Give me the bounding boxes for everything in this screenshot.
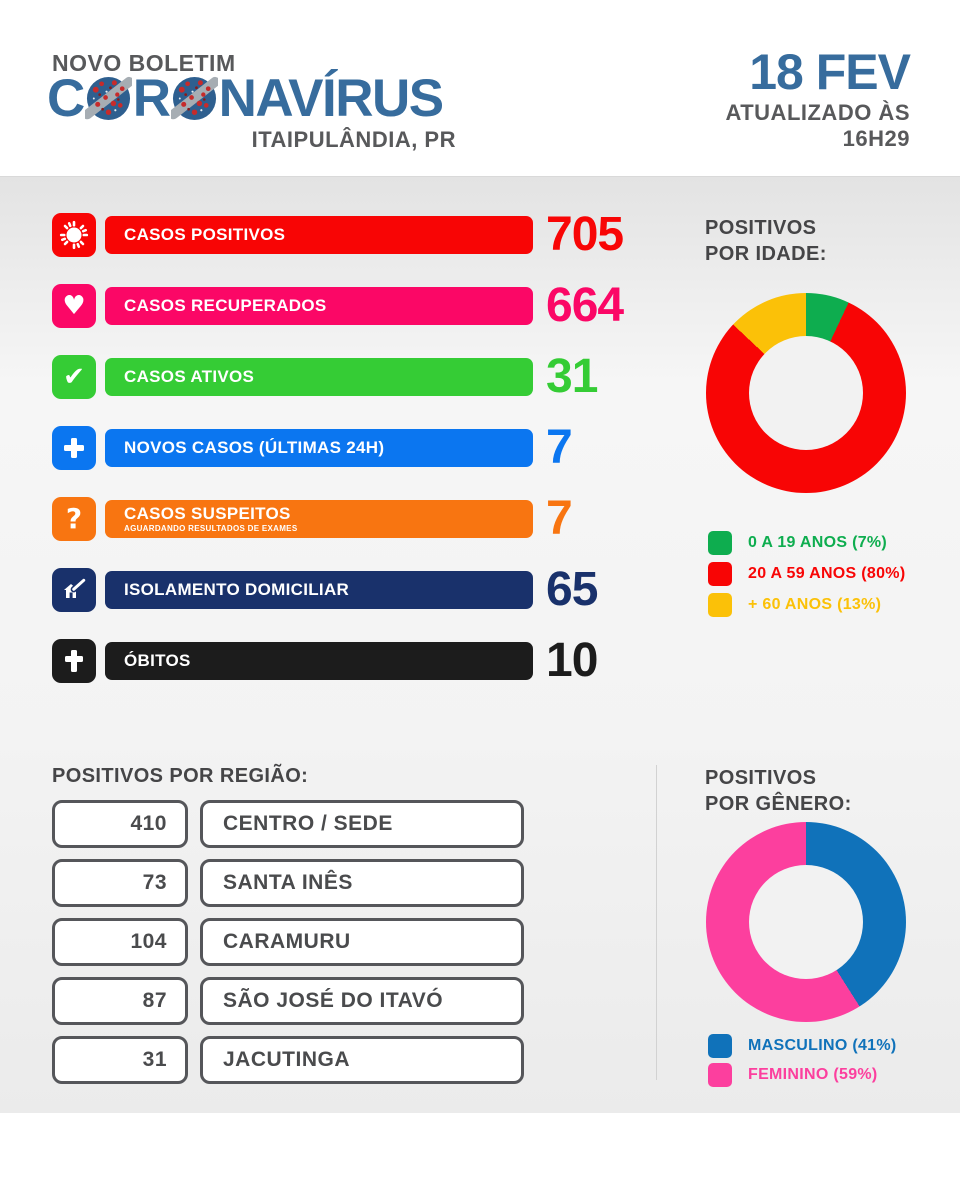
legend-item bbox=[708, 531, 905, 555]
badge-novo-boletim: NOVO BOLETIM bbox=[52, 50, 236, 76]
stat-label: ÓBITOS bbox=[124, 651, 191, 671]
stat-row-isolamento bbox=[52, 563, 623, 616]
legend-label: 20 A 59 ANOS (80%) bbox=[748, 565, 906, 582]
table-row bbox=[52, 859, 524, 907]
stat-value: 7 bbox=[546, 492, 572, 545]
region-name: SANTA INÊS bbox=[200, 859, 524, 907]
stat-label: NOVOS CASOS (ÚLTIMAS 24H) bbox=[124, 438, 385, 458]
stat-value: 31 bbox=[546, 350, 598, 403]
region-value: 104 bbox=[52, 918, 188, 966]
stat-value: 664 bbox=[546, 279, 624, 332]
date-value: 18 FEV bbox=[749, 44, 910, 100]
gender-donut-hole bbox=[749, 865, 863, 979]
stat-bar bbox=[105, 429, 533, 467]
stat-bar bbox=[105, 216, 533, 254]
stat-row-casos-suspeitos bbox=[52, 492, 623, 545]
coronavirus-icon bbox=[85, 75, 132, 122]
stat-bar bbox=[105, 500, 533, 538]
divider bbox=[656, 765, 657, 1080]
legend-label: FEMININO (59%) bbox=[748, 1066, 878, 1083]
age-chart-heading: POSITIVOS POR IDADE: bbox=[705, 217, 827, 265]
stat-row-casos-recuperados bbox=[52, 279, 624, 332]
region-value: 73 bbox=[52, 859, 188, 907]
gender-chart-heading: POSITIVOS POR GÊNERO: bbox=[705, 767, 852, 815]
stat-value: 10 bbox=[546, 634, 598, 687]
legend-label: + 60 ANOS (13%) bbox=[748, 596, 882, 613]
stat-bar bbox=[105, 358, 533, 396]
stat-bar bbox=[105, 571, 533, 609]
legend-label: 0 A 19 ANOS (7%) bbox=[748, 534, 888, 551]
stat-row-casos-positivos bbox=[52, 208, 624, 261]
stat-label: CASOS POSITIVOS bbox=[124, 225, 286, 245]
region-value: 87 bbox=[52, 977, 188, 1025]
region-name: CENTRO / SEDE bbox=[200, 800, 524, 848]
stat-value: 65 bbox=[546, 563, 598, 616]
question-icon: ? bbox=[52, 497, 96, 541]
stat-row-novos-casos bbox=[52, 421, 623, 474]
stat-row-casos-ativos bbox=[52, 350, 623, 403]
region-name: SÃO JOSÉ DO ITAVÓ bbox=[200, 977, 524, 1025]
stat-row-obitos bbox=[52, 634, 623, 687]
stat-label: CASOS RECUPERADOS bbox=[124, 296, 327, 316]
title-part: NAVÍRUS bbox=[218, 69, 443, 128]
legend-swatch bbox=[708, 1063, 732, 1087]
legend-swatch bbox=[708, 593, 732, 617]
legend-label: MASCULINO (41%) bbox=[748, 1037, 897, 1054]
check-icon: ✔ bbox=[52, 355, 96, 399]
footer bbox=[0, 1113, 960, 1200]
title-part: R bbox=[132, 69, 170, 128]
subtitle-city: ITAIPULÂNDIA, PR bbox=[251, 127, 456, 152]
stat-label: CASOS SUSPEITOS bbox=[124, 504, 291, 524]
region-value: 410 bbox=[52, 800, 188, 848]
gender-donut bbox=[706, 822, 906, 1022]
stat-label: CASOS ATIVOS bbox=[124, 367, 255, 387]
updated-label: ATUALIZADO ÀS bbox=[725, 100, 910, 125]
stat-sublabel: AGUARDANDO RESULTADOS DE EXAMES bbox=[124, 523, 298, 533]
table-row bbox=[52, 918, 524, 966]
legend-item bbox=[708, 1034, 897, 1058]
stats-panel bbox=[52, 208, 624, 687]
legend-swatch bbox=[708, 562, 732, 586]
legend-swatch bbox=[708, 1034, 732, 1058]
legend-item bbox=[708, 562, 905, 586]
coronavirus-icon bbox=[171, 75, 218, 122]
region-value: 31 bbox=[52, 1036, 188, 1084]
title-part: C bbox=[47, 69, 84, 128]
house-icon bbox=[52, 568, 96, 612]
updated-time: 16H29 bbox=[842, 126, 910, 151]
region-name: JACUTINGA bbox=[200, 1036, 524, 1084]
heart-icon: ♥ bbox=[52, 284, 96, 328]
legend-item bbox=[708, 1063, 897, 1087]
plus-icon bbox=[52, 426, 96, 470]
stat-value: 7 bbox=[546, 421, 572, 474]
cross-icon bbox=[52, 639, 96, 683]
age-donut-hole bbox=[749, 336, 863, 450]
regions-table bbox=[52, 800, 524, 1084]
table-row bbox=[52, 800, 524, 848]
gender-legend bbox=[708, 1034, 897, 1087]
table-row bbox=[52, 977, 524, 1025]
age-legend bbox=[708, 531, 905, 617]
table-row bbox=[52, 1036, 524, 1084]
legend-swatch bbox=[708, 531, 732, 555]
region-name: CARAMURU bbox=[200, 918, 524, 966]
stat-value: 705 bbox=[546, 208, 624, 261]
stat-bar bbox=[105, 287, 533, 325]
stat-label: ISOLAMENTO DOMICILIAR bbox=[124, 580, 350, 600]
age-donut bbox=[706, 293, 906, 493]
legend-item bbox=[708, 593, 905, 617]
stat-bar bbox=[105, 642, 533, 680]
date-block bbox=[725, 44, 910, 152]
virus-icon bbox=[52, 213, 96, 257]
regions-heading: POSITIVOS POR REGIÃO: bbox=[52, 765, 309, 787]
page-title bbox=[47, 69, 443, 128]
